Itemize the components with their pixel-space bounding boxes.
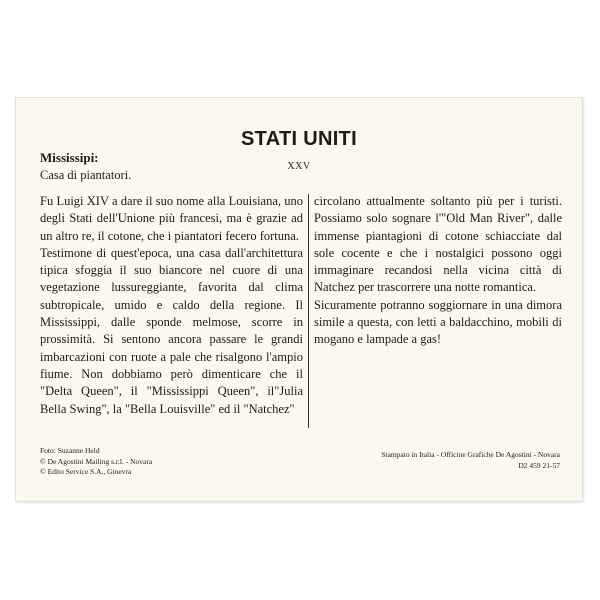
printer-imprint bbox=[381, 450, 560, 471]
card-title: STATI UNITI bbox=[241, 128, 357, 150]
card-number: XXV bbox=[287, 161, 311, 172]
credit-line: © Edito Service S.A., Ginevra bbox=[40, 467, 132, 476]
imprint-code: D2 459 21-57 bbox=[518, 460, 560, 470]
text-column-right bbox=[314, 193, 562, 349]
text-column-left bbox=[40, 193, 303, 418]
credit-line: © De Agostini Mailing s.r.l. - Novara bbox=[40, 456, 153, 466]
paragraph: circolano attualmente soltanto più per i turisti. Possiamo solo sognare l'"Old Man River", dalle immense piantagioni di cotone schiacciate dal sole cocente e che i nostalgici possono oggi immaginare recandosi nella vicina città di Natchez per trascorrere una notte romantica. bbox=[314, 194, 562, 295]
imprint-line: Stampato in Italia - Officine Grafiche De Agostini - Novara bbox=[381, 450, 560, 459]
postcard-back bbox=[16, 98, 582, 501]
photo-credits bbox=[40, 446, 152, 478]
paragraph: Testimone di quest'epoca, una casa dall'architettura tipica sfoggia il suo biancore nel cuore di una vegetazione lussureggiante, favorita dal clima subtropicale, umido e caldo della regione. Il Mississippi, dalle sponde melmose, scorre in prossimità. Si sentono ancora passare le grandi imbarcazioni con ruote a pale che risalgono l'ampio fiume. Non dobbiamo però dimenticare che il "Delta Queen", il "Mississippi Queen", il"Julia Bella Swing", la "Bella Louisville" ed il "Natchez" bbox=[40, 245, 303, 416]
paragraph: Fu Luigi XIV a dare il suo nome alla Louisiana, uno degli Stati dell'Unione più francesi, ma è grazie ad un altro re, il cotone, che i piantatori fecero fortuna. bbox=[40, 194, 303, 243]
paragraph: Sicuramente potranno soggiornare in una dimora simile a questa, con letti a baldacchino, mobili di mogano e lampade a gas! bbox=[314, 297, 562, 347]
region-subtitle: Casa di piantatori. bbox=[40, 168, 132, 182]
column-divider bbox=[308, 194, 309, 428]
region-name: Mississipi: bbox=[40, 150, 99, 165]
credit-line: Foto: Suzanne Held bbox=[40, 446, 100, 455]
